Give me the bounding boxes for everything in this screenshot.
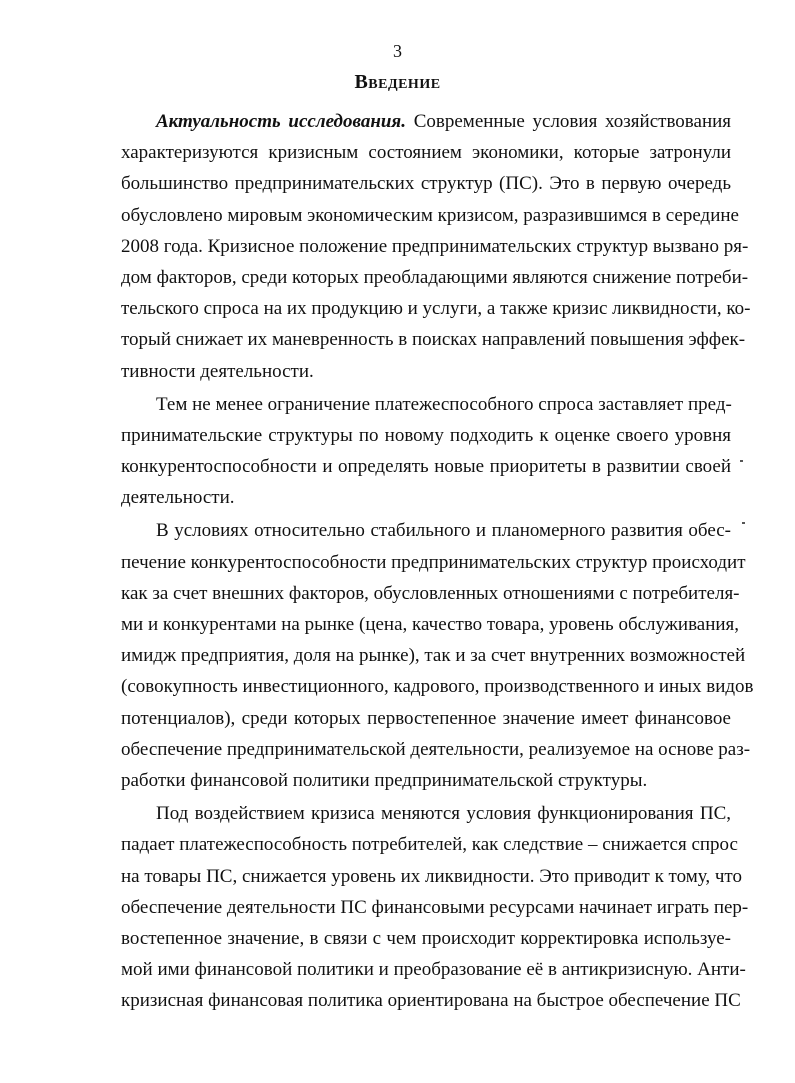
paragraph-1 xyxy=(121,106,751,387)
paragraph-4-line: востепенное значение, в связи с чем происходит корректировка используе- xyxy=(121,927,731,949)
paragraph-3-line: обеспечение предпринимательской деятельности, реализуемое на основе раз- xyxy=(121,738,751,760)
paragraph-1-line: торый снижает их маневренность в поисках направлений повышения эффек- xyxy=(121,329,746,351)
paragraph-2-line: деятельности. xyxy=(121,487,235,509)
scan-speck xyxy=(740,460,743,462)
scan-speck xyxy=(742,522,745,524)
paragraph-3-line: (совокупность инвестиционного, кадрового, производственного и иных видов xyxy=(121,676,754,698)
paragraph-2 xyxy=(121,389,731,514)
paragraph-3-line: работки финансовой политики предпринимательской структуры. xyxy=(121,769,648,791)
paragraph-4-line: обеспечение деятельности ПС финансовыми ресурсами начинает играть пер- xyxy=(121,896,749,918)
paragraph-4-line: мой ими финансовой политики и преобразование её в антикризисную. Анти- xyxy=(121,959,746,981)
paragraph-3-line: печение конкурентоспособности предпринимательских структур происходит xyxy=(121,551,746,573)
paragraph-2-line: конкурентоспособности и определять новые приоритеты в развитии своей xyxy=(121,456,731,478)
paragraph-1-line-1 xyxy=(121,106,731,137)
paragraph-1-line: характеризуются кризисным состоянием экономики, которые затронули xyxy=(121,142,731,164)
paragraph-3-line: как за счет внешних факторов, обусловленных отношениями с потребителя- xyxy=(121,582,740,604)
section-heading: Введение xyxy=(354,71,441,93)
paragraph-4 xyxy=(121,798,749,1016)
paragraph-3-line: имидж предприятия, доля на рынке), так и за счет внутренних возможностей xyxy=(121,645,746,667)
page-number: 3 xyxy=(393,41,402,61)
paragraph-4-line: Под воздействием кризиса меняются условия функционирования ПС, xyxy=(156,803,731,825)
paragraph-1-line: 2008 года. Кризисное положение предпринимательских структур вызвано ря- xyxy=(121,235,749,257)
paragraph-2-line: Тем не менее ограничение платежеспособного спроса заставляет пред- xyxy=(156,393,732,415)
paragraph-3 xyxy=(121,515,754,796)
paragraph-1-line: тельского спроса на их продукцию и услуги, а также кризис ликвидности, ко- xyxy=(121,298,751,320)
relevance-lead: Актуальность исследования. xyxy=(156,111,406,132)
paragraph-3-line: ми и конкурентами на рынке (цена, качество товара, уровень обслуживания, xyxy=(121,614,740,635)
paragraph-4-line: кризисная финансовая политика ориентирована на быстрое обеспечение ПС xyxy=(121,990,741,1012)
paragraph-1-line: обусловлено мировым экономическим кризисом, разразившимся в середине xyxy=(121,204,739,226)
paragraph-1-line-1-rest: Современные условия хозяйствования xyxy=(413,111,732,132)
paragraph-4-line: на товары ПС, снижается уровень их ликвидности. Это приводит к тому, что xyxy=(121,865,742,887)
paragraph-2-line: принимательские структуры по новому подходить к оценке своего уровня xyxy=(121,424,731,446)
paragraph-1-line: тивности деятельности. xyxy=(121,360,314,382)
paragraph-4-line: падает платежеспособность потребителей, как следствие – снижается спрос xyxy=(121,834,738,856)
paragraph-3-line: В условиях относительно стабильного и планомерного развития обес- xyxy=(156,520,731,542)
paragraph-1-line: дом факторов, среди которых преобладающими являются снижение потреби- xyxy=(121,266,749,288)
paragraph-3-line: потенциалов), среди которых первостепенное значение имеет финансовое xyxy=(121,707,731,729)
body-text xyxy=(121,106,754,1016)
paragraph-1-line: большинство предпринимательских структур (ПС). Это в первую очередь xyxy=(121,173,731,195)
